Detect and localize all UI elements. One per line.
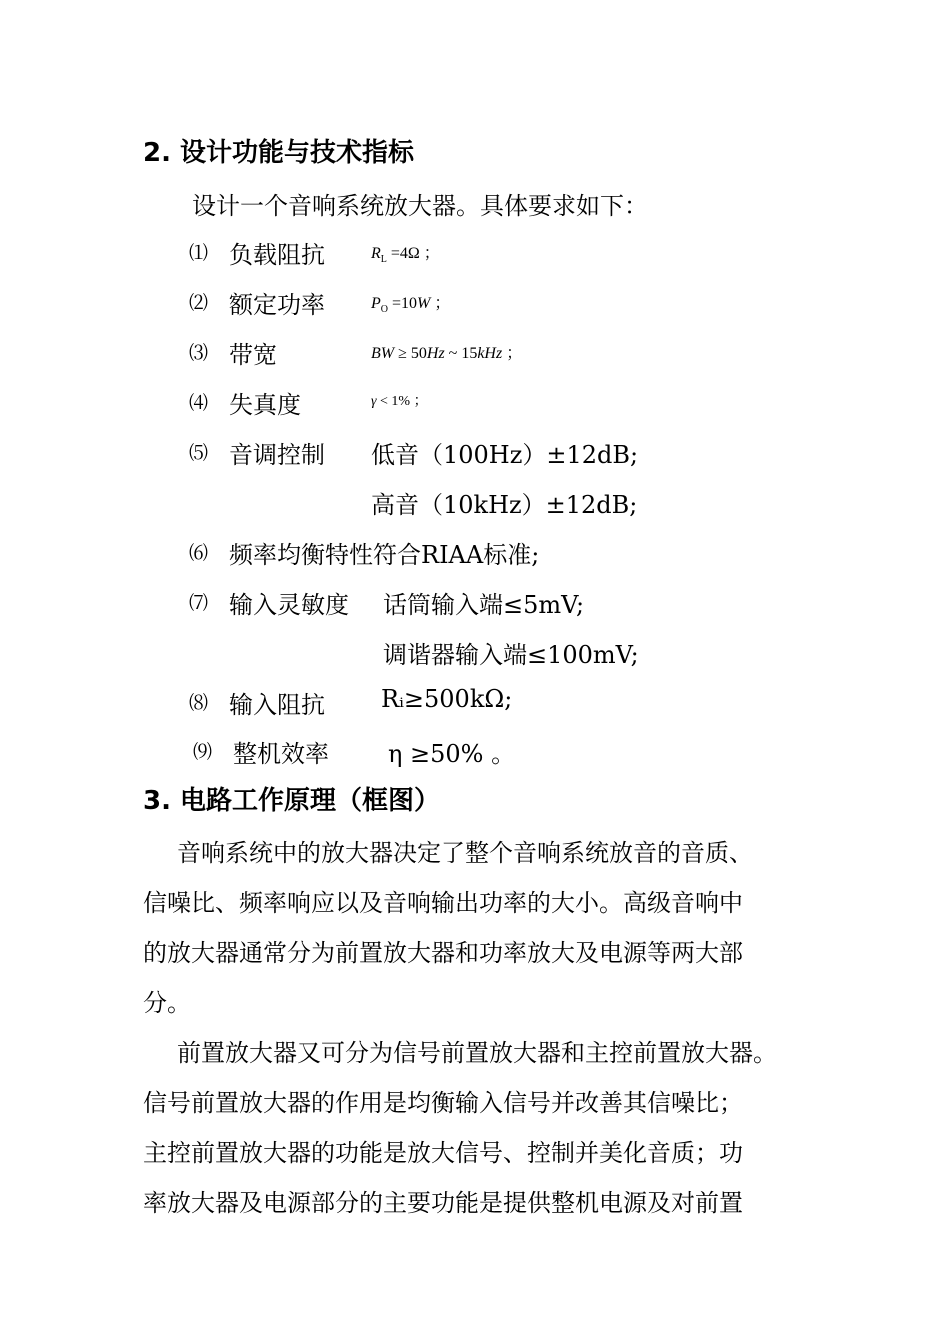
paragraph-line: 前置放大器又可分为信号前置放大器和主控前置放大器。 xyxy=(177,1039,777,1067)
item-label: 负载阻抗 xyxy=(229,241,325,269)
item-number: ⑵ xyxy=(189,292,209,314)
item-value-2: 高音（10kHz）±12dB; xyxy=(371,491,638,519)
item-value: 话筒输入端≤5mV; xyxy=(383,591,585,619)
item-value: $P_O =10W$ ； xyxy=(371,295,451,316)
section-2-heading: 2. 设计功能与技术指标 xyxy=(143,138,415,168)
item-label: 整机效率 xyxy=(233,740,329,768)
item-value-2: 调谐器输入端≤100mV; xyxy=(383,641,639,669)
intro-text: 设计一个音响系统放大器。具体要求如下： xyxy=(192,192,648,220)
item-label: 频率均衡特性符合RIAA标准; xyxy=(229,541,540,569)
item-number: ⑺ xyxy=(189,592,209,614)
item-value: 低音（100Hz）±12dB; xyxy=(371,441,639,469)
item-label: 带宽 xyxy=(229,341,277,369)
item-number: ⑹ xyxy=(189,542,209,564)
item-number: ⑴ xyxy=(189,242,209,264)
section-3-heading: 3. 电路工作原理（框图） xyxy=(143,786,441,816)
item-label: 额定功率 xyxy=(229,291,325,319)
item-value: BW ≥ 50Hz ~ 15kHz ； xyxy=(371,345,523,362)
item-label: 输入阻抗 xyxy=(229,691,325,719)
item-value: Rᵢ≥500kΩ; xyxy=(381,685,513,713)
item-value: $R_L =4\Omega$ ； xyxy=(371,245,440,266)
paragraph-line: 信号前置放大器的作用是均衡输入信号并改善其信噪比； xyxy=(143,1089,743,1117)
paragraph-line: 音响系统中的放大器决定了整个音响系统放音的音质、 xyxy=(177,839,753,867)
paragraph-line: 主控前置放大器的功能是放大信号、控制并美化音质；功 xyxy=(143,1139,743,1167)
item-value: γ < 1% ； xyxy=(371,394,428,409)
paragraph-line: 分。 xyxy=(143,989,191,1017)
item-value: η ≥50% 。 xyxy=(388,740,516,768)
item-number: ⑷ xyxy=(189,392,209,414)
item-number: ⑼ xyxy=(193,741,213,763)
paragraph-line: 的放大器通常分为前置放大器和功率放大及电源等两大部 xyxy=(143,939,743,967)
paragraph-line: 信噪比、频率响应以及音响输出功率的大小。高级音响中 xyxy=(143,889,743,917)
item-number: ⑻ xyxy=(189,692,209,714)
item-number: ⑸ xyxy=(189,442,209,464)
item-label: 输入灵敏度 xyxy=(229,591,349,619)
item-label: 音调控制 xyxy=(229,441,325,469)
item-label: 失真度 xyxy=(229,391,301,419)
paragraph-line: 率放大器及电源部分的主要功能是提供整机电源及对前置 xyxy=(143,1189,743,1217)
item-number: ⑶ xyxy=(189,342,209,364)
